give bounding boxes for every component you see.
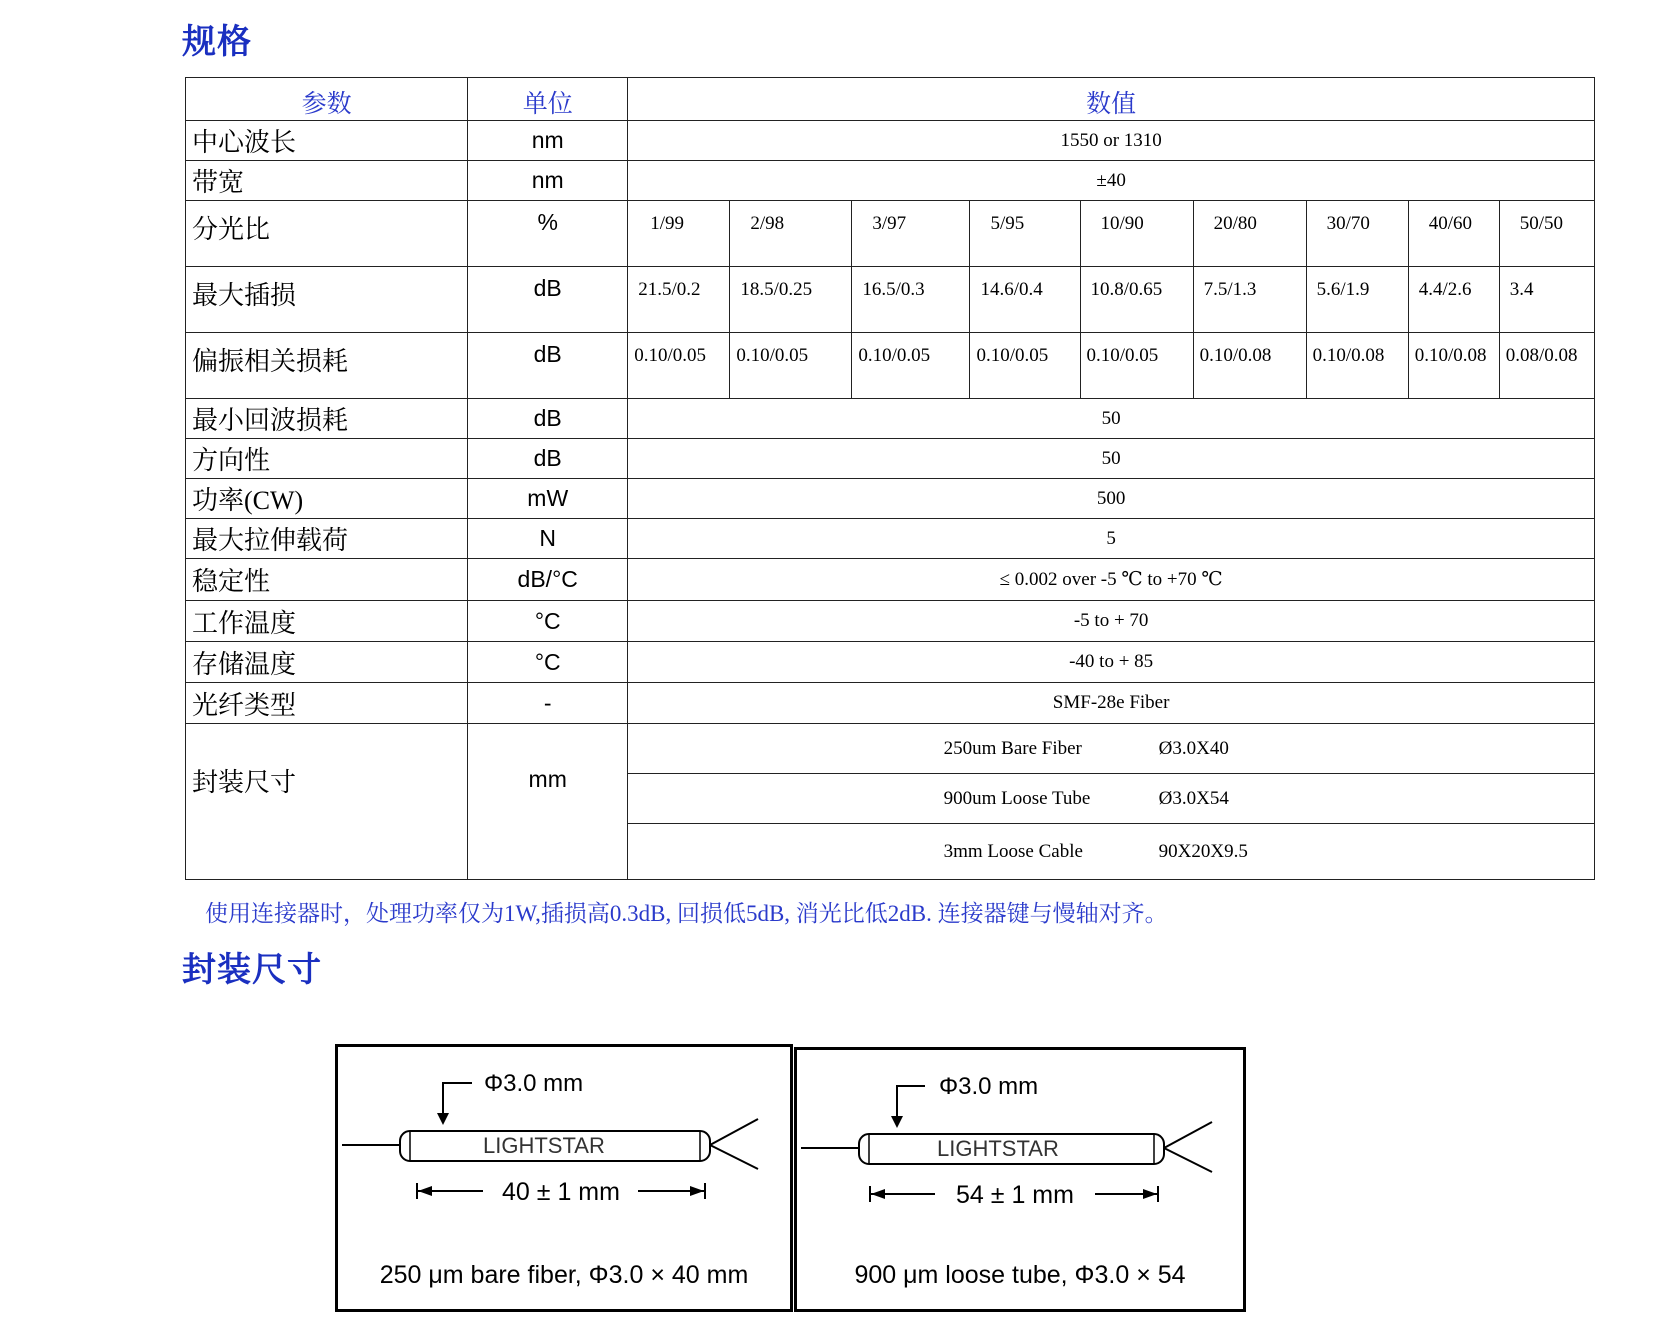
arrow-down-icon	[437, 1113, 449, 1125]
value-cell: ≤ 0.002 over -5 ℃ to +70 ℃	[628, 559, 1595, 601]
unit-label: -	[468, 683, 628, 724]
table-row	[186, 399, 1595, 439]
param-label: 中心波长	[186, 121, 468, 161]
pdl-cell: 0.10/0.05	[730, 333, 852, 399]
value-cell: -40 to + 85	[628, 642, 1595, 683]
package-diagram-loose-tube	[794, 1047, 1246, 1312]
unit-label: dB	[468, 399, 628, 439]
package-type: 250um Bare Fiber	[943, 737, 1082, 759]
diameter-callout-line	[897, 1086, 925, 1120]
split-ratio-cell: 50/50	[1499, 201, 1594, 267]
split-ratio-cell: 3/97	[852, 201, 970, 267]
param-label: 存储温度	[186, 642, 468, 683]
arrow-left-icon	[871, 1189, 885, 1199]
header-unit: 单位	[468, 78, 628, 121]
package-diagram-bare-fiber	[335, 1044, 793, 1312]
diameter-label: Φ3.0 mm	[484, 1070, 584, 1097]
value-cell: ±40	[628, 161, 1595, 201]
insertion-loss-cell: 4.4/2.6	[1408, 267, 1499, 333]
package-type: 900um Loose Tube	[943, 787, 1091, 809]
split-ratio-cell: 1/99	[628, 201, 730, 267]
unit-label: mm	[468, 724, 628, 880]
unit-label: dB	[468, 267, 628, 333]
insertion-loss-cell: 3.4	[1499, 267, 1594, 333]
arrow-right-icon	[690, 1186, 704, 1196]
param-label: 工作温度	[186, 601, 468, 642]
value-cell: -5 to + 70	[628, 601, 1595, 642]
output-fiber-line	[1164, 1122, 1212, 1148]
diameter-label: Φ3.0 mm	[939, 1073, 1039, 1100]
table-row	[186, 683, 1595, 724]
pdl-cell: 0.10/0.05	[628, 333, 730, 399]
table-row	[186, 201, 1595, 267]
param-label: 偏振相关损耗	[186, 333, 468, 399]
header-value: 数值	[628, 78, 1595, 121]
pdl-cell: 0.10/0.08	[1408, 333, 1499, 399]
insertion-loss-cell: 5.6/1.9	[1306, 267, 1408, 333]
param-label: 最大插损	[186, 267, 468, 333]
loose-tube-drawing	[797, 1050, 1243, 1309]
table-row	[186, 333, 1595, 399]
value-cell: 50	[628, 439, 1595, 479]
length-label: 54 ± 1 mm	[956, 1181, 1074, 1209]
table-row	[186, 519, 1595, 559]
package-size: Ø3.0X40	[1158, 737, 1229, 759]
split-ratio-cell: 20/80	[1193, 201, 1306, 267]
pdl-cell: 0.08/0.08	[1499, 333, 1594, 399]
split-ratio-cell: 10/90	[1080, 201, 1193, 267]
table-row	[186, 479, 1595, 519]
param-label: 封装尺寸	[186, 724, 468, 880]
split-ratio-cell: 40/60	[1408, 201, 1499, 267]
package-option	[628, 724, 1594, 774]
unit-label: dB	[468, 333, 628, 399]
unit-label: dB/°C	[468, 559, 628, 601]
split-ratio-cell: 2/98	[730, 201, 852, 267]
table-header-row	[186, 78, 1595, 121]
value-cell: 1550 or 1310	[628, 121, 1595, 161]
param-label: 最小回波损耗	[186, 399, 468, 439]
output-fiber-line	[710, 1119, 758, 1145]
package-option	[628, 824, 1594, 879]
package-size: Ø3.0X54	[1158, 787, 1229, 809]
unit-label: %	[468, 201, 628, 267]
package-size: 90X20X9.5	[1158, 840, 1248, 862]
spec-table	[185, 77, 1595, 880]
table-row	[186, 601, 1595, 642]
insertion-loss-cell: 16.5/0.3	[852, 267, 970, 333]
split-ratio-cell: 5/95	[970, 201, 1080, 267]
table-row	[186, 642, 1595, 683]
param-label: 最大拉伸载荷	[186, 519, 468, 559]
param-label: 带宽	[186, 161, 468, 201]
unit-label: °C	[468, 642, 628, 683]
value-cell: SMF-28e Fiber	[628, 683, 1595, 724]
package-heading: 封装尺寸	[182, 952, 322, 989]
insertion-loss-cell: 18.5/0.25	[730, 267, 852, 333]
output-fiber-line	[1164, 1148, 1212, 1172]
connector-note: 使用连接器时，处理功率仅为1W,插损高0.3dB, 回损低5dB, 消光比低2dB. 连接器键与慢轴对齐。	[205, 901, 1168, 926]
unit-label: N	[468, 519, 628, 559]
package-type: 3mm Loose Cable	[943, 840, 1083, 862]
pdl-cell: 0.10/0.05	[852, 333, 970, 399]
split-ratio-cell: 30/70	[1306, 201, 1408, 267]
diagram-caption: 250 μm bare fiber, Φ3.0 × 40 mm	[379, 1261, 749, 1289]
brand-label: LIGHTSTAR	[483, 1133, 605, 1158]
bare-fiber-drawing	[338, 1047, 790, 1309]
spec-heading: 规格	[182, 24, 252, 61]
insertion-loss-cell: 21.5/0.2	[628, 267, 730, 333]
value-cell: 5	[628, 519, 1595, 559]
table-row	[186, 724, 1595, 880]
arrow-down-icon	[891, 1116, 903, 1128]
insertion-loss-cell: 7.5/1.3	[1193, 267, 1306, 333]
param-label: 功率(CW)	[186, 479, 468, 519]
brand-label: LIGHTSTAR	[937, 1136, 1059, 1161]
param-label: 方向性	[186, 439, 468, 479]
table-row	[186, 161, 1595, 201]
package-option	[628, 774, 1594, 824]
arrow-left-icon	[418, 1186, 432, 1196]
unit-label: °C	[468, 601, 628, 642]
diagram-caption: 900 μm loose tube, Φ3.0 × 54	[854, 1261, 1186, 1289]
output-fiber-line	[710, 1145, 758, 1169]
pdl-cell: 0.10/0.08	[1193, 333, 1306, 399]
param-label: 光纤类型	[186, 683, 468, 724]
pdl-cell: 0.10/0.05	[1080, 333, 1193, 399]
table-row	[186, 559, 1595, 601]
insertion-loss-cell: 10.8/0.65	[1080, 267, 1193, 333]
diameter-callout-line	[443, 1083, 472, 1117]
unit-label: dB	[468, 439, 628, 479]
length-label: 40 ± 1 mm	[502, 1178, 620, 1206]
param-label: 分光比	[186, 201, 468, 267]
pdl-cell: 0.10/0.05	[970, 333, 1080, 399]
table-row	[186, 267, 1595, 333]
value-cell: 50	[628, 399, 1595, 439]
param-label: 稳定性	[186, 559, 468, 601]
package-sizes-cell	[628, 724, 1595, 880]
arrow-right-icon	[1143, 1189, 1157, 1199]
unit-label: nm	[468, 161, 628, 201]
table-row	[186, 439, 1595, 479]
header-param: 参数	[186, 78, 468, 121]
pdl-cell: 0.10/0.08	[1306, 333, 1408, 399]
table-row	[186, 121, 1595, 161]
value-cell: 500	[628, 479, 1595, 519]
unit-label: nm	[468, 121, 628, 161]
insertion-loss-cell: 14.6/0.4	[970, 267, 1080, 333]
unit-label: mW	[468, 479, 628, 519]
